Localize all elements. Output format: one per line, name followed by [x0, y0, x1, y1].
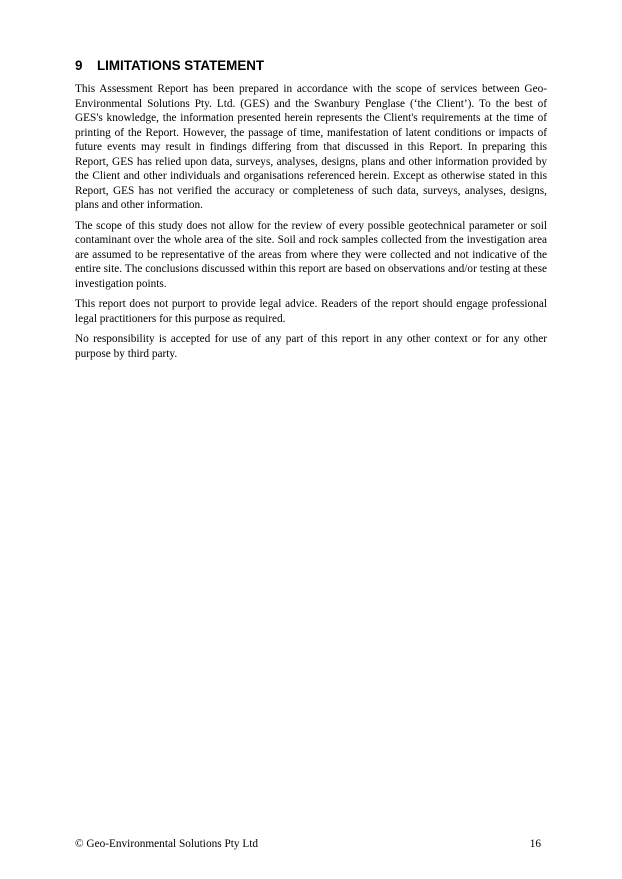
page-footer — [75, 838, 541, 850]
paragraph-legal-advice: This report does not purport to provide legal advice. Readers of the report should engage professional legal practitioners for this purpose as required. — [75, 298, 547, 325]
paragraph-scope-of-services: This Assessment Report has been prepared in accordance with the scope of services between Geo-Environmental Solutions Pty. Ltd. (GES) and the Swanbury Penglase (‘the Client’). To the best of GES's knowledge, the information presented herein represents the Client's requirements at the time of printing of the Report. However, the passage of time, manifestation of latent conditions or impacts of future events may result in findings differing from that discussed in this Report. In preparing this Report, GES has relied upon data, surveys, analyses, designs, plans and other information provided by the Client and other individuals and organisations referenced herein. Except as otherwise stated in this Report, GES has not verified the accuracy or completeness of such data, surveys, analyses, designs, plans and other information. — [75, 83, 547, 211]
body-text — [75, 82, 547, 367]
section-heading — [75, 58, 264, 73]
section-number: 9 — [75, 58, 83, 73]
paragraph-responsibility: No responsibility is accepted for use of any part of this report in any other context or for any other purpose by third party. — [75, 333, 547, 360]
section-title: LIMITATIONS STATEMENT — [97, 58, 265, 73]
paragraph-study-scope: The scope of this study does not allow for the review of every possible geotechnical parameter or soil contaminant over the whole area of the site. Soil and rock samples collected from the investigation area are assumed to be representative of the areas from where they were collected and not indicative of the entire site. The conclusions discussed within this report are based on observations and/or testing at these investigation points. — [75, 219, 547, 290]
footer-copyright: © Geo-Environmental Solutions Pty Ltd — [75, 838, 259, 850]
footer-page-number: 16 — [529, 838, 541, 850]
